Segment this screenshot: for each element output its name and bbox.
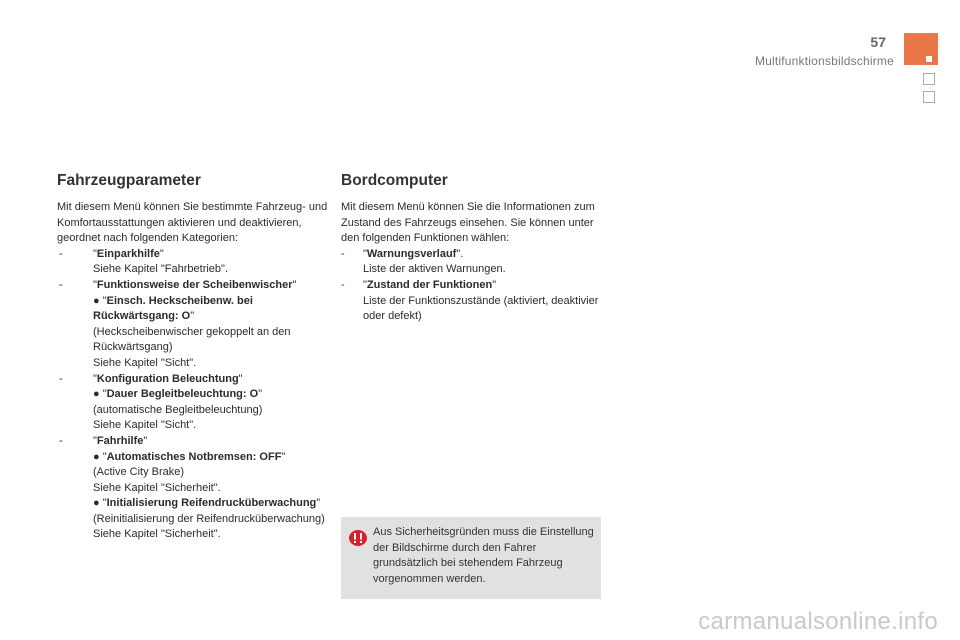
item-label: Einparkhilfe [96, 247, 160, 260]
tab-marker-icon [926, 56, 932, 62]
nav-box-2 [923, 91, 935, 103]
item-text: Siehe Kapitel "Fahrbetrieb". [93, 263, 228, 276]
safety-warning-box [341, 517, 601, 599]
section-intro: Mit diesem Menü können Sie die Informationen zum Zustand des Fahrzeugs einsehen. Sie können unter den folgenden Funktionen wählen: [341, 201, 595, 245]
list-item-wipers: - "Funktionsweise der Scheibenwischer" ● "Einsch. Heckscheibenw. bei Rückwärtsgang: O" (Heckscheibenwischer gekoppelt an den Rückwärtsgang) Siehe Kapitel "Sicht". [57, 278, 329, 372]
list-item-parking: - "Einparkhilfe" Siehe Kapitel "Fahrbetrieb". [57, 247, 329, 278]
chapter-tab [904, 33, 938, 65]
nav-box-1 [923, 73, 935, 85]
list-item-lighting: - "Konfiguration Beleuchtung" ● "Dauer Begleitbeleuchtung: O" (automatische Begleitbeleuchtung) Siehe Kapitel "Sicht". [57, 372, 329, 434]
chapter-title: Multifunktionsbildschirme [754, 54, 894, 68]
item-text: Liste der Funktionszustände (aktiviert, deaktivier oder defekt) [363, 294, 599, 323]
trip-computer-section [341, 171, 611, 325]
sub-item-text: Siehe Kapitel "Sicht". [93, 356, 197, 369]
vehicle-parameters-section [57, 171, 329, 543]
sub-item-tyre-pressure: ● "Initialisierung Reifendrucküberwachung" (Reinitialisierung der Reifendrucküberwachung) Siehe Kapitel "Sicherheit". [93, 496, 329, 543]
item-label: Konfiguration Beleuchtung [96, 372, 239, 385]
sub-item-label: Automatisches Notbremsen: OFF [106, 450, 282, 463]
sub-item-label: Initialisierung Reifendrucküberwachung [106, 497, 317, 510]
sub-item-text: (Reinitialisierung der Reifendrucküberwachung) [93, 512, 325, 525]
sub-item-text: Siehe Kapitel "Sicherheit". [93, 481, 221, 494]
warning-text: Aus Sicherheitsgründen muss die Einstellung der Bildschirme durch den Fahrer grundsätzlich bei stehendem Fahrzeug vorgenommen werden. [373, 526, 594, 585]
item-label: Zustand der Funktionen [366, 278, 493, 291]
sub-item-rear-wiper: ● "Einsch. Heckscheibenw. bei Rückwärtsgang: O" (Heckscheibenwischer gekoppelt an den Rückwärtsgang) Siehe Kapitel "Sicht". [93, 294, 329, 372]
item-text: Liste der aktiven Warnungen. [363, 263, 506, 276]
warning-exclamation-icon [349, 530, 367, 546]
item-label: Fahrhilfe [96, 434, 144, 447]
sub-item-emergency-braking: ● "Automatisches Notbremsen: OFF" (Active City Brake) Siehe Kapitel "Sicherheit". [93, 450, 329, 497]
section-intro: Mit diesem Menü können Sie bestimmte Fahrzeug- und Komfortausstattungen aktivieren und deaktivieren, geordnet nach folgenden Kategorien: [57, 201, 328, 245]
section-heading: Fahrzeugparameter [57, 172, 201, 189]
sub-item-label: Dauer Begleitbeleuchtung: O [106, 388, 259, 401]
list-item-warning-log: - "Warnungsverlauf". Liste der aktiven Warnungen. [341, 247, 611, 278]
sub-item-text: Siehe Kapitel "Sicht". [93, 419, 197, 432]
page-number: 57 [870, 34, 886, 50]
sub-item-text: (Heckscheibenwischer gekoppelt an den Rückwärtsgang) [93, 325, 291, 354]
sub-item-text: (Active City Brake) [93, 466, 185, 479]
watermark: carmanualsonline.info [698, 608, 938, 635]
item-label: Funktionsweise der Scheibenwischer [96, 278, 293, 291]
list-item-driving-aids: - "Fahrhilfe" ● "Automatisches Notbremsen: OFF" (Active City Brake) Siehe Kapitel "Sicherheit". ● "Initialisierung Reifendrucküberwachung" (Reinitialisierung der Reifendrucküberwachung) Siehe Kapitel "Sicherheit". [57, 434, 329, 543]
sub-item-follow-me-lights: ● "Dauer Begleitbeleuchtung: O" (automatische Begleitbeleuchtung) Siehe Kapitel "Sicht". [93, 387, 329, 434]
section-heading: Bordcomputer [341, 172, 448, 189]
list-item-function-status: - "Zustand der Funktionen" Liste der Funktionszustände (aktiviert, deaktivier oder defekt) [341, 278, 611, 325]
sub-item-text: Siehe Kapitel "Sicherheit". [93, 528, 221, 541]
item-label: Warnungsverlauf [366, 247, 457, 260]
sub-item-text: (automatische Begleitbeleuchtung) [93, 403, 263, 416]
sub-item-label: Einsch. Heckscheibenw. bei Rückwärtsgang: O [93, 294, 253, 323]
